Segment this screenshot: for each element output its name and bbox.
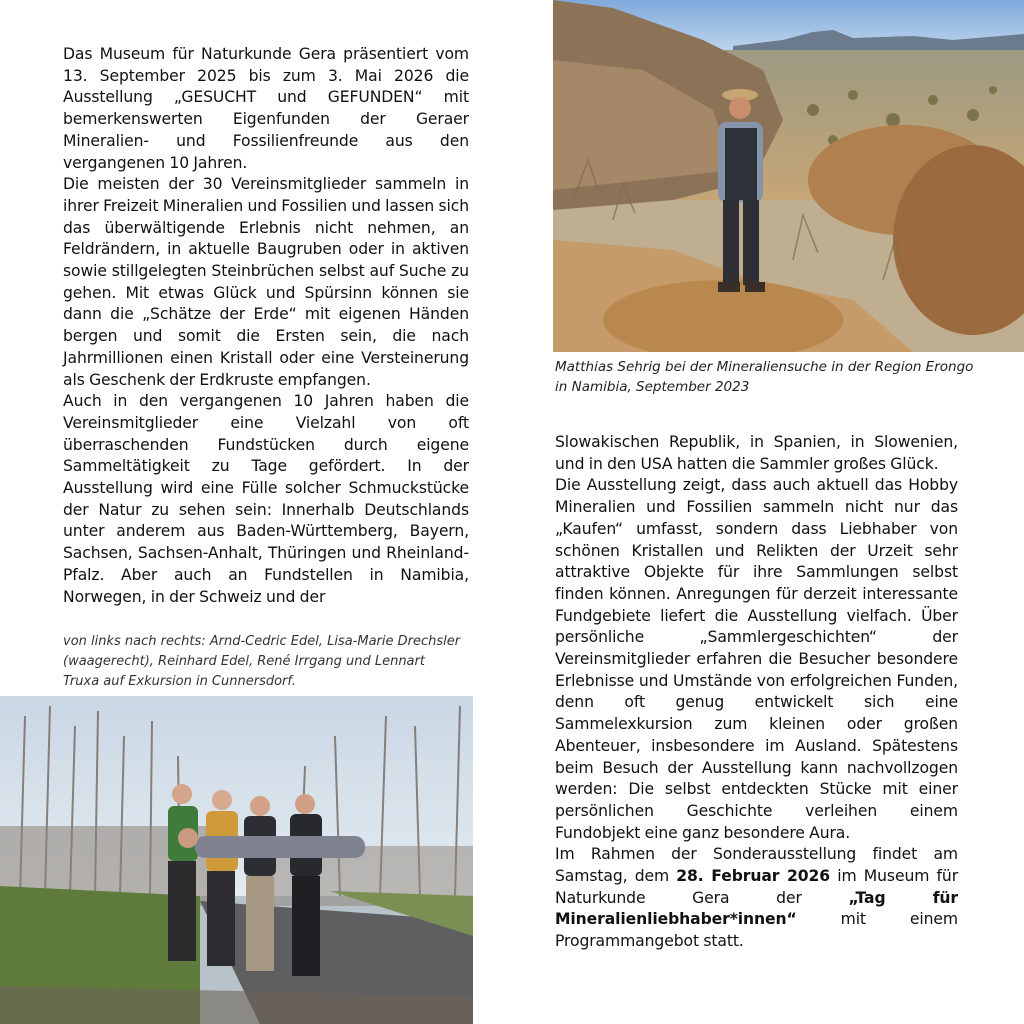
caption-namibia: Matthias Sehrig bei der Mineraliensuche in der Region Erongo in Namibia, September 2023 bbox=[555, 359, 974, 395]
paragraph-intro: Das Museum für Naturkunde Gera präsentiert vom 13. September 2025 bis zum 3. Mai 2026 die Ausstellung „GESUCHT und GEFUNDEN“ mit bemerkenswerten Eigenfunden der Geraer Mineralien- und Fossilienfreunde aus den vergangenen 10 Jahren. bbox=[63, 45, 469, 172]
event-name: „Tag für Mineralienliebhaber*innen“ bbox=[555, 888, 959, 929]
left-text-column bbox=[63, 44, 469, 608]
caption-cunnersdorf: von links nach rechts: Arnd-Cedric Edel, Lisa-Marie Drechsler (waagerecht), Reinhard Edel, René Irrgang und Lennart Truxa auf Exkursion in Cunnersdorf. bbox=[63, 634, 461, 689]
paragraph-event: Im Rahmen der Sonderausstellung findet am Samstag, dem 28. Februar 2026 im Museum für Naturkunde Gera der „Tag für Mineralienliebhaber*innen“ mit einem Programmangebot statt. bbox=[555, 845, 959, 951]
paragraph-finds: Auch in den vergangenen 10 Jahren haben die Vereinsmitglieder eine Vielzahl von oft überraschenden Fundstücken durch eigene Sammeltätigkeit zu Tage gefördert. In der Ausstellung wird eine Fülle solcher Schmuckstücke der Natur zu sehen sein: Innerhalb Deutschlands unter anderem aus Baden-Württemberg, Bayern, Sachsen, Sachsen-Anhalt, Thüringen und Rheinland-Pfalz. Aber auch an Fundstellen in Namibia, Norwegen, in der Schweiz und der bbox=[63, 392, 469, 606]
paragraph-countries: Slowakischen Republik, in Spanien, in Slowenien, und in den USA hatten die Sammler großes Glück. bbox=[555, 433, 958, 473]
paragraph-exhibition: Die Ausstellung zeigt, dass auch aktuell das Hobby Mineralien und Fossilien sammeln nicht nur das „Kaufen“ umfasst, sondern dass Liebhaber von schönen Kristallen und Relikten der Urzeit sehr attraktive Objekte für ihre Sammlungen selbst finden können. Anregungen für derzeit interessante Fundgebiete liefert die Ausstellung vielfach. Über persönliche „Sammlergeschichten“ der Vereinsmitglieder erfahren die Besucher besondere Erlebnisse und Umstände von erfolgreichen Funden, denn oft genug entwickelt sich eine Sammelexkursion zum kleinen oder großen Abenteuer, insbesondere im Ausland. Spätestens beim Besuch der Ausstellung kann nachvollzogen werden: Die selbst entdeckten Stücke mit einer persönlichen Geschichte verleihen einem Fundobjekt eine ganz besondere Aura. bbox=[555, 476, 958, 842]
photo-namibia bbox=[553, 0, 1024, 352]
right-text-column bbox=[555, 432, 958, 953]
event-date: 28. Februar 2026 bbox=[676, 867, 831, 886]
photo-group-excursion bbox=[0, 696, 473, 1024]
paragraph-members: Die meisten der 30 Vereinsmitglieder sammeln in ihrer Freizeit Mineralien und Fossilien und lassen sich das überwältigende Erlebnis nicht nehmen, an Feldrändern, in aktuelle Baugruben oder in aktiven sowie stillgelegten Steinbrüchen selbst auf Suche zu gehen. Mit etwas Glück und Spürsinn können sie dann die „Schätze der Erde“ mit eigenen Händen bergen und somit die Ersten sein, die nach Jahrmillionen einen Kristall oder eine Versteinerung als Geschenk der Erdkruste empfangen. bbox=[63, 175, 469, 389]
